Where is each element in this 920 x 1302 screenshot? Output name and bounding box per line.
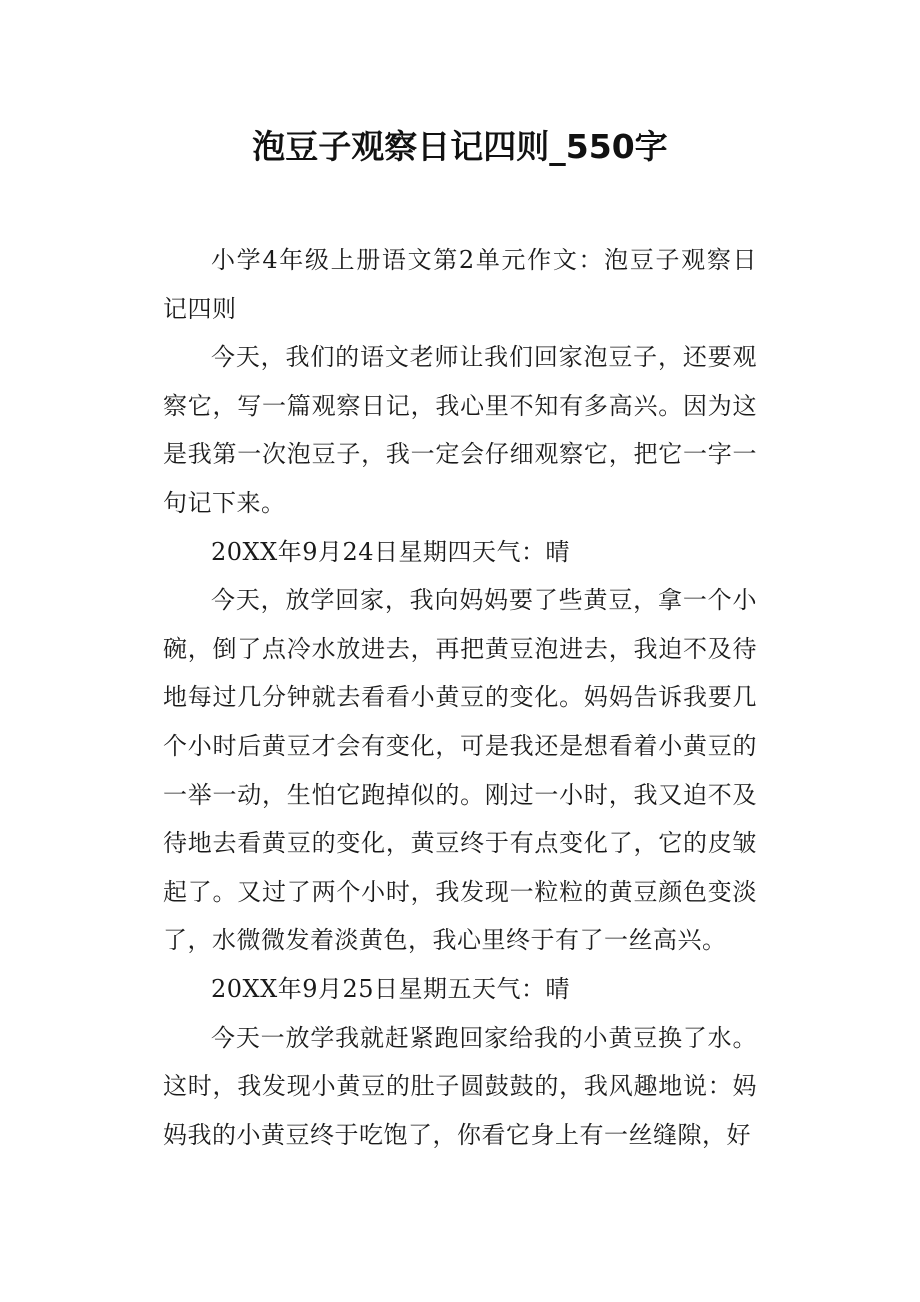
body-paragraph: 今天，放学回家，我向妈妈要了些黄豆，拿一个小碗，倒了点冷水放进去，再把黄豆泡进去，我迫不及待地每过几分钟就去看看小黄豆的变化。妈妈告诉我要几个小时后黄豆才会有变化，可是我还是想看着小黄豆的一举一动，生怕它跑掉似的。刚过一小时，我又迫不及待地去看黄豆的变化，黄豆终于有点变化了，它的皮皱起了。又过了两个小时，我发现一粒粒的黄豆颜色变淡了，水微微发着淡黄色，我心里终于有了一丝高兴。 [163, 586, 757, 955]
diary-date-heading: 20XX年9月24日星期四天气：晴 [211, 537, 571, 566]
body-paragraph: 今天一放学我就赶紧跑回家给我的小黄豆换了水。这时，我发现小黄豆的肚子圆鼓鼓的，我风趣地说：妈妈我的小黄豆终于吃饱了，你看它身上有一丝缝隙，好 [163, 1023, 757, 1149]
document-title: 泡豆子观察日记四则_550字 [252, 127, 668, 166]
diary-date-heading: 20XX年9月25日星期五天气：晴 [211, 974, 571, 1003]
document-body [163, 236, 757, 1159]
intro-paragraph: 小学4年级上册语文第2单元作文：泡豆子观察日记四则 [163, 246, 757, 323]
body-paragraph: 今天，我们的语文老师让我们回家泡豆子，还要观察它，写一篇观察日记，我心里不知有多高兴。因为这是我第一次泡豆子，我一定会仔细观察它，把它一字一句记下来。 [163, 343, 757, 517]
